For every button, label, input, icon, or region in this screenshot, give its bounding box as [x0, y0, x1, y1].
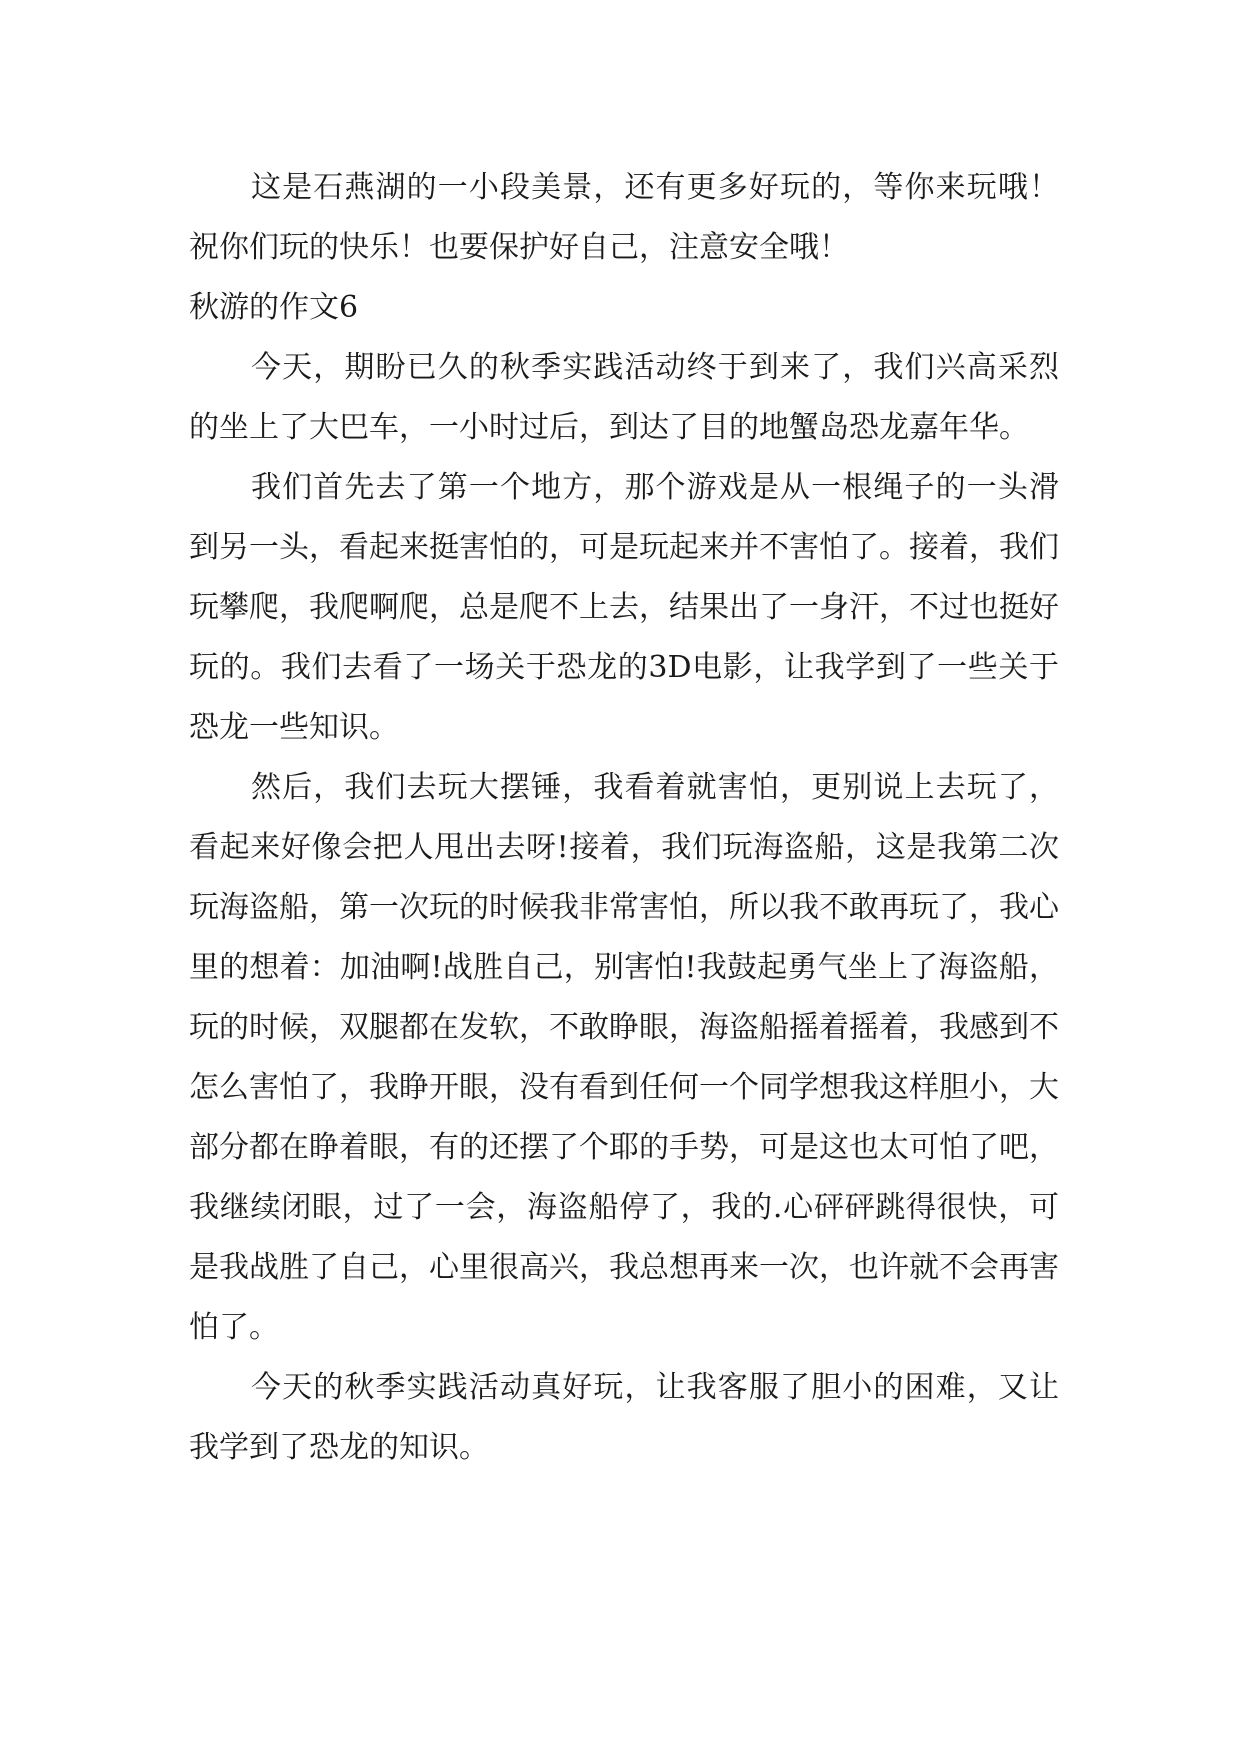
paragraph-1: 今天，期盼已久的秋季实践活动终于到来了，我们兴高采烈的坐上了大巴车，一小时过后，到达了目的地蟹岛恐龙嘉年华。: [189, 350, 1059, 445]
document-body: [189, 158, 1059, 1478]
paragraph-3: 然后，我们去玩大摆锤，我看着就害怕，更别说上去玩了，看起来好像会把人甩出去呀!接着，我们玩海盗船，这是我第二次玩海盗船，第一次玩的时候我非常害怕，所以我不敢再玩了，我心里的想着：加油啊!战胜自己，别害怕!我鼓起勇气坐上了海盗船，玩的时候，双腿都在发软，不敢睁眼，海盗船摇着摇着，我感到不怎么害怕了，我睁开眼，没有看到任何一个同学想我这样胆小，大部分都在睁着眼，有的还摆了个耶的手势，可是这也太可怕了吧，我继续闭眼，过了一会，海盗船停了，我的.心砰砰跳得很快，可是我战胜了自己，心里很高兴，我总想再来一次，也许就不会再害怕了。: [189, 770, 1059, 1345]
paragraph-4: 今天的秋季实践活动真好玩，让我客服了胆小的困难，又让我学到了恐龙的知识。: [189, 1370, 1059, 1465]
section-title: 秋游的作文6: [189, 290, 359, 325]
paragraph-2: 我们首先去了第一个地方，那个游戏是从一根绳子的一头滑到另一头，看起来挺害怕的，可是玩起来并不害怕了。接着，我们玩攀爬，我爬啊爬，总是爬不上去，结果出了一身汗，不过也挺好玩的。我们去看了一场关于恐龙的3D电影，让我学到了一些关于恐龙一些知识。: [189, 470, 1059, 745]
paragraph-intro: 这是石燕湖的一小段美景，还有更多好玩的，等你来玩哦！祝你们玩的快乐！也要保护好自己，注意安全哦！: [189, 170, 1059, 265]
